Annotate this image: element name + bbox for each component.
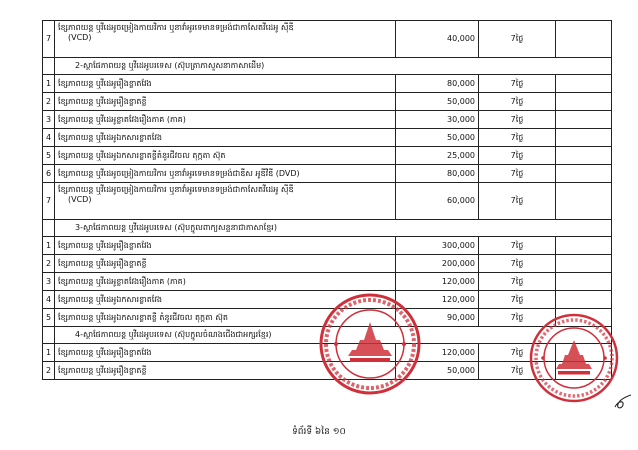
item-description-text: ខ្សែភាពយន្ត ឬវីដេអូរឿងខ្លាតខ្លី	[58, 258, 147, 268]
item-description-text: ខ្សែភាពយន្ត ឬវីដេអូចម្រៀងកាយវិការ ឬនាវាំអូរទេមានទម្រង់ជាកាសែតវីដេអូ ស៊ីឌី	[58, 185, 294, 194]
duration: 7ថ្ងៃ	[479, 21, 556, 58]
note-cell	[556, 183, 612, 220]
item-description-text: ខ្សែភាពយន្ត ឬវីដេអូចម្រៀងកាយវិការ ឬនាវាំអូរទេមានទម្រង់ជាកាសែតវីដេអូ ស៊ីឌី	[58, 23, 294, 32]
item-description-text: ខ្សែភាពយន្ត ឬវីដេអូរឿងខ្លាតវែង	[58, 347, 152, 357]
fee-amount: 30,000	[396, 111, 479, 129]
row-number: 7	[43, 183, 55, 220]
item-description	[55, 75, 396, 93]
item-description	[55, 129, 396, 147]
item-description-text: ខ្សែភាពយន្ត ឬវីដេអូរឿងខ្លាតវែង	[58, 78, 152, 88]
note-cell	[556, 255, 612, 273]
fee-amount: 120,000	[396, 273, 479, 291]
row-number: 2	[43, 255, 55, 273]
table-row	[43, 255, 612, 273]
fee-amount: 60,000	[396, 183, 479, 220]
table-row	[43, 147, 612, 165]
item-description-suffix: (VCD)	[68, 33, 92, 42]
page-number-footer: ទំព័រទី ៦នៃ ១០	[292, 427, 346, 437]
fee-amount: 300,000	[396, 237, 479, 255]
item-description	[55, 255, 396, 273]
section-number-cell	[43, 327, 55, 344]
fee-amount: 90,000	[396, 309, 479, 327]
fee-amount: 80,000	[396, 75, 479, 93]
row-number: 3	[43, 273, 55, 291]
row-number: 5	[43, 309, 55, 327]
item-description-text: ខ្សែភាពយន្ត ឬវីដេអូចម្រៀងកាយវិការ ឬនាវាំអូរទេមានទម្រង់ជាឌីស អូឌីវីឌី (DVD)	[58, 168, 300, 178]
row-number: 2	[43, 362, 55, 380]
item-description	[55, 183, 396, 220]
official-seal-stamp	[528, 312, 620, 404]
row-number: 3	[43, 111, 55, 129]
section-number-cell	[43, 220, 55, 237]
note-cell	[556, 291, 612, 309]
section-title: 2-ស្ថាផែភាពយន្ត ឬវីដេអូបរទេស (ស៊ុបត្រាភាសួសនាភាសាដើម)	[55, 58, 612, 75]
table-row	[43, 183, 612, 220]
row-number: 2	[43, 93, 55, 111]
fee-amount: 120,000	[396, 344, 479, 362]
item-description	[55, 21, 396, 58]
section-number-cell	[43, 58, 55, 75]
fee-amount: 80,000	[396, 165, 479, 183]
fee-amount: 50,000	[396, 362, 479, 380]
row-number: 4	[43, 291, 55, 309]
table-row	[43, 21, 612, 58]
duration: 7ថ្ងៃ	[479, 255, 556, 273]
item-description	[55, 237, 396, 255]
section-title: 3-ស្ថាផែភាពយន្ត ឬវីដេអូបរទេស (ស៊ុបក្ចូលពាក្យសន្ទនាជាភាសាខ្មែរ)	[55, 220, 612, 237]
item-description	[55, 93, 396, 111]
item-description-text: ខ្សែភាពយន្ត ឬវីដេអូឯកសារខ្លាតវែង	[58, 132, 162, 142]
item-description-text: ខ្សែភាពយន្ត ឬវីដេអូឯកសារខ្លាតវែង	[58, 294, 162, 304]
item-description-text: ខ្សែភាពយន្ត ឬវីដេអូឯកសារខ្លាតខ្លីតំនូរជីវចល តុក្កតា ស៊ុត	[58, 150, 226, 160]
table-row	[43, 93, 612, 111]
fee-amount: 200,000	[396, 255, 479, 273]
note-cell	[556, 273, 612, 291]
item-description-text: ខ្សែភាពយន្ត ឬវីដេអូរឿងខ្លាតខ្លី	[58, 365, 147, 375]
section-title: 4-ស្ថាផែភាពយន្ត ឬវីដេអូបរទេស (ស៊ុបក្ចូលចំណងជើងជាអក្សរខ្មែរ)	[55, 327, 612, 344]
fee-amount: 50,000	[396, 129, 479, 147]
item-description-text: ខ្សែភាពយន្ត ឬវីដេអូរឿងខ្លាតខ្លី	[58, 96, 147, 106]
official-seal-stamp	[318, 292, 422, 396]
item-description-text: ខ្សែភាពយន្ត ឬវីដេអូឯកសារខ្លាតខ្លី តំនូរជីវចល តុក្កតា ស៊ុត	[58, 312, 228, 322]
item-description	[55, 111, 396, 129]
duration: 7ថ្ងៃ	[479, 309, 556, 327]
duration: 7ថ្ងៃ	[479, 344, 556, 362]
duration: 7ថ្ងៃ	[479, 111, 556, 129]
fee-amount: 40,000	[396, 21, 479, 58]
table-row	[43, 165, 612, 183]
note-cell	[556, 75, 612, 93]
item-description-text: ខ្សែភាពយន្ត ឬវីដេអូរឿងខ្លាតវែង	[58, 240, 152, 250]
table-row	[43, 75, 612, 93]
fee-amount: 50,000	[396, 93, 479, 111]
table-row	[43, 129, 612, 147]
item-description-suffix: (VCD)	[68, 195, 92, 204]
duration: 7ថ្ងៃ	[479, 362, 556, 380]
fee-amount: 25,000	[396, 147, 479, 165]
table-row	[43, 237, 612, 255]
item-description	[55, 147, 396, 165]
row-number: 7	[43, 21, 55, 58]
table-row	[43, 273, 612, 291]
duration: 7ថ្ងៃ	[479, 291, 556, 309]
note-cell	[556, 147, 612, 165]
item-description	[55, 165, 396, 183]
note-cell	[556, 237, 612, 255]
section-header-row	[43, 58, 612, 75]
note-cell	[556, 165, 612, 183]
table-row	[43, 111, 612, 129]
item-description-text: ខ្សែភាពយន្ត ឬវីដេអូខ្លាតវែងរឿងភាគ (ភាគ)	[58, 114, 186, 124]
row-number: 4	[43, 129, 55, 147]
duration: 7ថ្ងៃ	[479, 273, 556, 291]
row-number: 6	[43, 165, 55, 183]
duration: 7ថ្ងៃ	[479, 237, 556, 255]
row-number: 1	[43, 237, 55, 255]
item-description-text: ខ្សែភាពយន្ត ឬវីដេអូខ្លាតវែងរឿងភាគ (ភាគ)	[58, 276, 186, 286]
duration: 7ថ្ងៃ	[479, 75, 556, 93]
note-cell	[556, 129, 612, 147]
section-header-row	[43, 220, 612, 237]
duration: 7ថ្ងៃ	[479, 129, 556, 147]
item-description	[55, 273, 396, 291]
duration: 7ថ្ងៃ	[479, 147, 556, 165]
note-cell	[556, 111, 612, 129]
duration: 7ថ្ងៃ	[479, 165, 556, 183]
signature-mark	[612, 392, 634, 418]
row-number: 1	[43, 75, 55, 93]
duration: 7ថ្ងៃ	[479, 93, 556, 111]
fee-amount: 120,000	[396, 291, 479, 309]
note-cell	[556, 93, 612, 111]
row-number: 5	[43, 147, 55, 165]
row-number: 1	[43, 344, 55, 362]
note-cell	[556, 21, 612, 58]
duration: 7ថ្ងៃ	[479, 183, 556, 220]
